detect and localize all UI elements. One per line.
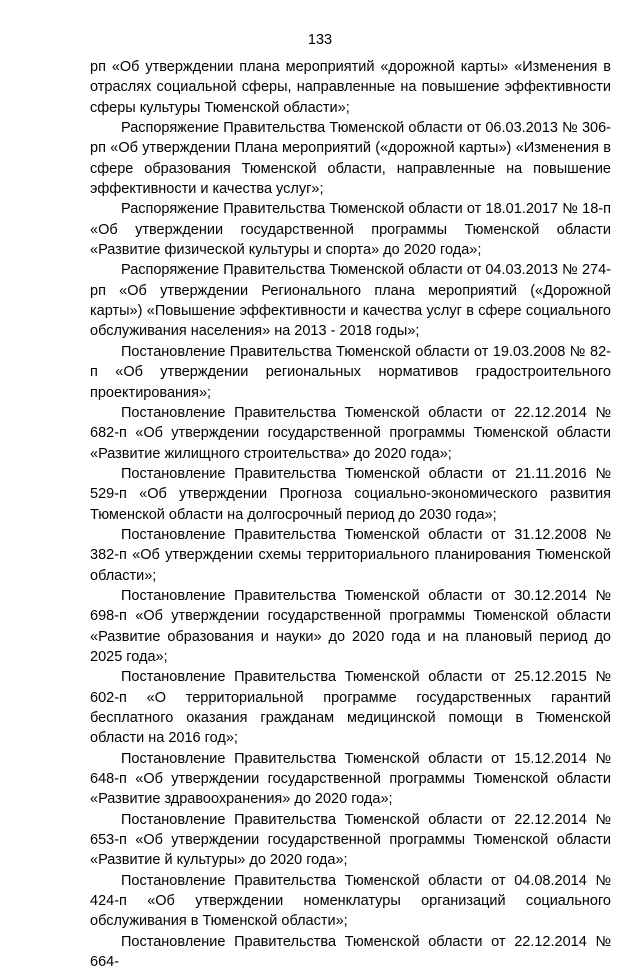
paragraph: Распоряжение Правительства Тюменской области от 04.03.2013 № 274-рп «Об утверждении Регионального плана мероприятий («Дорожной карты») «Повышение эффективности и качества услуг в сфере социального обслуживания населения» на 2013 - 2018 годы»;	[90, 262, 611, 340]
paragraph: Постановление Правительства Тюменской области от 22.12.2014 № 653-п «Об утверждении государственной программы Тюменской области «Развитие й культуры» до 2020 года»;	[90, 811, 611, 869]
paragraph: Постановление Правительства Тюменской области от 22.12.2014 № 664-	[90, 933, 611, 971]
paragraph: Постановление Правительства Тюменской области от 30.12.2014 № 698-п «Об утверждении государственной программы Тюменской области «Развитие образования и науки» до 2020 года и на плановый период до 2025 года»;	[90, 587, 611, 665]
paragraph: рп «Об утверждении плана мероприятий «дорожной карты» «Изменения в отраслях социальной сферы, направленные на повышение эффективности сферы культуры Тюменской области»;	[90, 59, 611, 116]
paragraph: Постановление Правительства Тюменской области от 25.12.2015 № 602-п «О территориальной программе государственных гарантий бесплатного оказания гражданам медицинской помощи в Тюменской области на 2016 год»;	[90, 669, 611, 747]
paragraph: Распоряжение Правительства Тюменской области от 06.03.2013 № 306-рп «Об утверждении Плана мероприятий («дорожной карты») «Изменения в сфере образования Тюменской области, направленные на повышение эффективности и качества услуг»;	[90, 120, 611, 198]
paragraph: Постановление Правительства Тюменской области от 31.12.2008 № 382-п «Об утверждении схемы территориального планирования Тюменской области»;	[90, 526, 611, 584]
paragraph: Постановление Правительства Тюменской области от 15.12.2014 № 648-п «Об утверждении государственной программы Тюменской области «Развитие здравоохранения» до 2020 года»;	[90, 750, 611, 808]
paragraph: Распоряжение Правительства Тюменской области от 18.01.2017 № 18-п «Об утверждении государственной программы Тюменской области «Развитие физической культуры и спорта» до 2020 года»;	[90, 201, 611, 259]
page-number: 133	[307, 32, 333, 48]
paragraph: Постановление Правительства Тюменской области от 21.11.2016 № 529-п «Об утверждении Прогноза социально-экономического развития Тюменской области на долгосрочный период до 2030 года»;	[90, 465, 611, 523]
paragraph: Постановление Правительства Тюменской области от 04.08.2014 № 424-п «Об утверждении номенклатуры организаций социального обслуживания в Тюменской области»;	[90, 872, 611, 930]
document-body	[90, 57, 611, 972]
paragraph: Постановление Правительства Тюменской области от 19.03.2008 № 82-п «Об утверждении региональных нормативов градостроительного проектирования»;	[90, 343, 611, 401]
paragraph: Постановление Правительства Тюменской области от 22.12.2014 № 682-п «Об утверждении государственной программы Тюменской области «Развитие жилищного строительства» до 2020 года»;	[90, 404, 611, 462]
